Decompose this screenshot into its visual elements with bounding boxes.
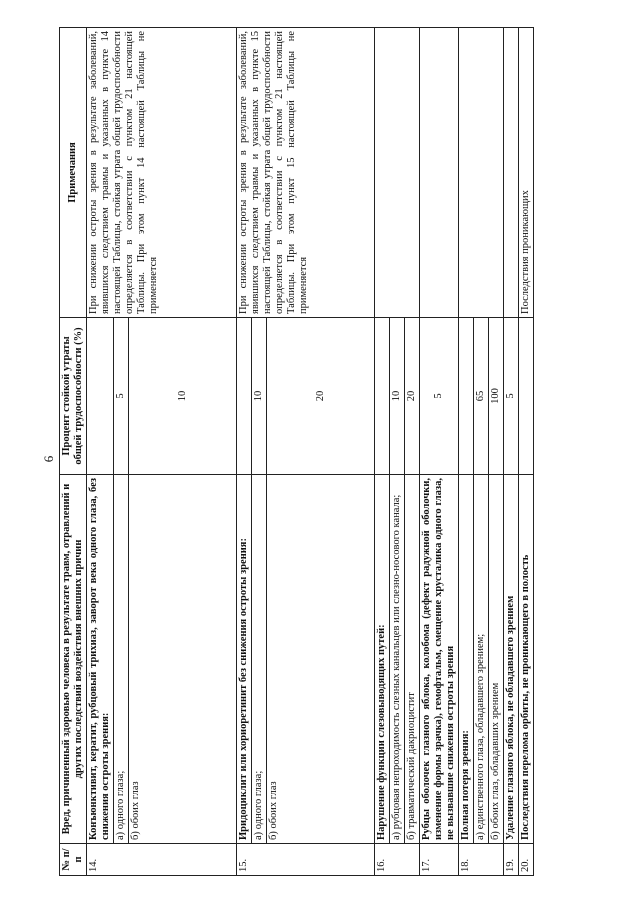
row-sub-label: а) одного глаза; [114, 475, 129, 844]
row-sub-label: б) обоих глаз [267, 475, 375, 844]
row-pct [375, 318, 390, 475]
header-note: Примечания [60, 28, 87, 318]
header-pct: Процент стойкой утраты общей трудоспособности (%) [60, 318, 87, 475]
table-row [459, 28, 474, 876]
row-title: Нарушение функции слезовыводящих путей: [375, 475, 390, 844]
table-row [504, 28, 519, 876]
row-pct: 10 [390, 318, 405, 475]
row-num: 14. [87, 844, 237, 876]
row-sub-label: а) единственного глаза, обладавшего зрением; [474, 475, 489, 844]
table-row [87, 28, 114, 876]
row-note [459, 28, 504, 318]
row-note: При снижении остроты зрения в результате заболеваний, явившихся следствием травмы и указанных в пункте 14 настоящей Таблицы, стойкая утрата общей трудоспособности определяется в соответствии с пунктом 21 настоящей Таблицы. При этом пункт 14 настоящей Таблицы не применяется [87, 28, 237, 318]
row-num: 15. [237, 844, 375, 876]
row-note [375, 28, 420, 318]
injury-table [59, 27, 534, 876]
row-pct: 20 [405, 318, 420, 475]
row-note [504, 28, 519, 318]
row-sub-label: б) обоих глаз [129, 475, 237, 844]
row-pct: 65 [474, 318, 489, 475]
row-pct [87, 318, 114, 475]
rotated-table-container [59, 31, 607, 876]
row-sub-label: а) одного глаза; [252, 475, 267, 844]
row-pct [519, 318, 534, 475]
row-title: Рубцы оболочек глазного яблока, колобома (дефект радужной оболочки, изменение формы зрачка), гемофтальм, смещение хрусталика одного глаза, не вызвавшие снижения остроты зрения [420, 475, 459, 844]
table-row [519, 28, 534, 876]
table-row [237, 28, 252, 876]
row-num: 17. [420, 844, 459, 876]
row-pct [237, 318, 252, 475]
row-title: Последствия перелома орбиты, не проникающего в полость [519, 475, 534, 844]
row-num: 16. [375, 844, 420, 876]
row-pct: 5 [114, 318, 129, 475]
row-note [420, 28, 459, 318]
table-row [420, 28, 459, 876]
header-desc: Вред, причиненный здоровью человека в результате травм, отравлений и других последствий воздействия внешних причин [60, 475, 87, 844]
row-num: 20. [519, 844, 534, 876]
row-pct: 100 [489, 318, 504, 475]
row-title: Иридоциклит или хориоретинит без снижения остроты зрения: [237, 475, 252, 844]
row-sub-label: а) рубцовая непроходимость слезных канальцев или слезно-носового канала; [390, 475, 405, 844]
row-pct: 5 [504, 318, 519, 475]
row-pct: 20 [267, 318, 375, 475]
row-pct: 5 [420, 318, 459, 475]
header-num: № п/п [60, 844, 87, 876]
row-sub-label: б) обоих глаз, обладавших зрением [489, 475, 504, 844]
row-num: 18. [459, 844, 504, 876]
table-row [375, 28, 390, 876]
row-pct [459, 318, 474, 475]
table-header-row [60, 28, 87, 876]
row-title: Конъюнктивит, кератит, рубцовый трихиаз, заворот века одного глаза, без снижения остроты зрения: [87, 475, 114, 844]
row-title: Полная потеря зрения: [459, 475, 474, 844]
row-pct: 10 [129, 318, 237, 475]
row-note: При снижении остроты зрения в результате заболеваний, явившихся следствием травмы и указанных в пункте 15 настоящей Таблицы, стойкая утрата общей трудоспособности определяется в соответствии с пунктом 21 настоящей Таблицы. При этом пункт 15 настоящей Таблицы не применяется [237, 28, 375, 318]
row-note: Последствия проникающих [519, 28, 534, 318]
row-num: 19. [504, 844, 519, 876]
page-number: 6 [41, 455, 56, 463]
row-title: Удаление глазного яблока, не обладавшего зрением [504, 475, 519, 844]
row-sub-label: б) травматический дакриоцистит [405, 475, 420, 844]
row-pct: 10 [252, 318, 267, 475]
